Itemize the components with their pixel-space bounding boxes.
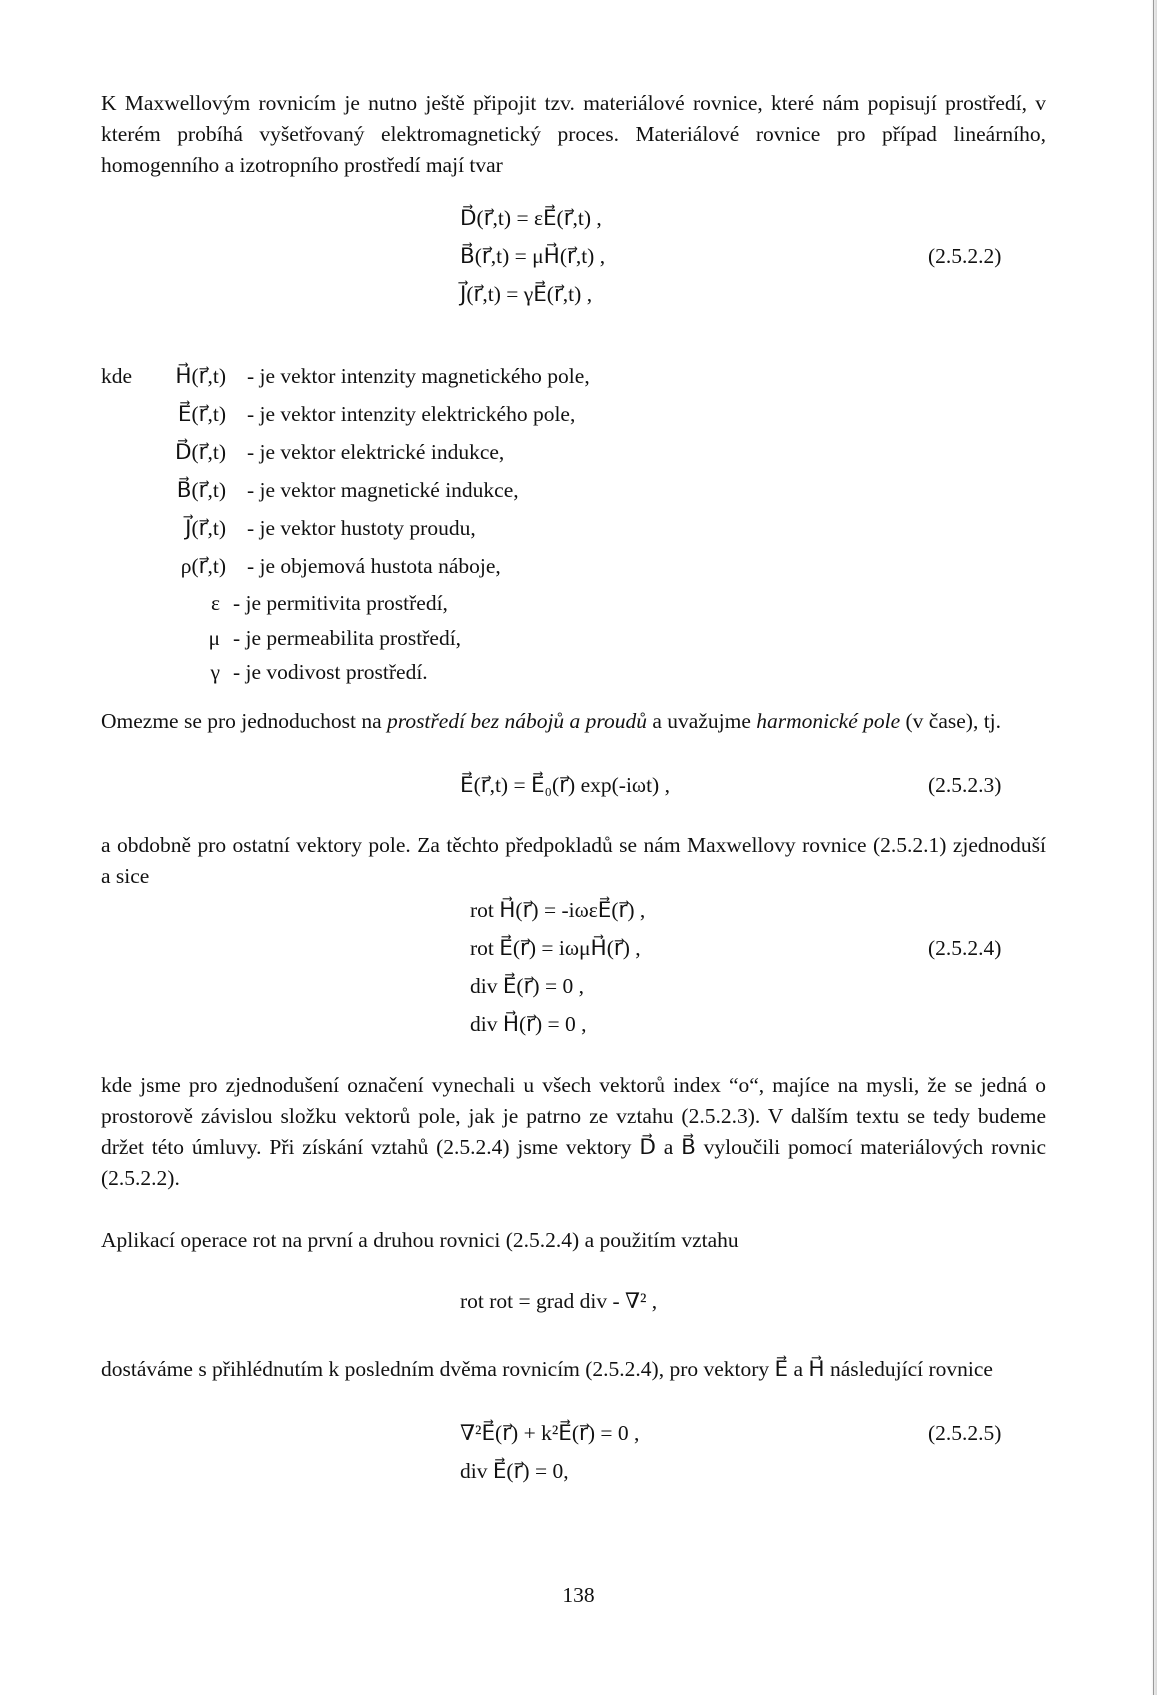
definition-symbol: B⃗(r⃗,t): [176, 478, 226, 502]
definition-symbol: ρ(r⃗,t): [180, 554, 226, 578]
definition-text: - je vektor magnetické indukce,: [247, 478, 519, 502]
italic-term: harmonické pole: [756, 709, 901, 733]
definition-symbol: μ: [208, 626, 220, 650]
equation-number-2-5-2-5: (2.5.2.5): [928, 1421, 1002, 1445]
definition-symbol: H⃗(r⃗,t): [175, 364, 226, 388]
definition-text: - je permitivita prostředí,: [233, 591, 448, 615]
page-number: 138: [562, 1583, 595, 1607]
paragraph-convention: kde jsme pro zjednodušení označení vynechali u všech vektorů index “o“, majíce na mysli, že se jedná o prostorově závislou složku vektorů pole, jak je patrno ze vztahu (2.5.2.3). V dalším textu se tedy budeme držet této úmluvy. Při získání vztahů (2.5.2.4) jsme vektory D⃗ a B⃗ vyloučili pomocí materiálových rovnic (2.5.2.2).: [101, 1073, 1046, 1190]
equation-j: J⃗(r⃗,t) = γE⃗(r⃗,t) ,: [460, 282, 593, 306]
text-run: a uvažujme: [647, 709, 757, 733]
equation-b: B⃗(r⃗,t) = μH⃗(r⃗,t) ,: [460, 244, 606, 268]
kde-label: kde: [101, 364, 133, 388]
paragraph-rot-operation: Aplikací operace rot na první a druhou rovnici (2.5.2.4) a použitím vztahu: [101, 1228, 739, 1252]
equation-d: D⃗(r⃗,t) = εE⃗(r⃗,t) ,: [460, 206, 602, 230]
paragraph-material-equations: K Maxwellovým rovnicím je nutno ještě připojit tzv. materiálové rovnice, které nám popisují prostředí, v kterém probíhá vyšetřovaný elektromagnetický proces. Materiálové rovnice pro případ lineárního, homogenního a izotropního prostředí mají tvar: [101, 91, 1046, 177]
definition-symbol: ε: [210, 591, 220, 615]
equation-rot-rot: rot rot = grad div - ∇² ,: [460, 1289, 658, 1313]
equation-helmholtz: ∇²E⃗(r⃗) + k²E⃗(r⃗) = 0 ,: [460, 1421, 640, 1445]
text-run: Omezme se pro jednoduchost na: [101, 709, 387, 733]
italic-term: prostředí bez nábojů a proudů: [387, 709, 647, 733]
definition-symbol: γ: [210, 660, 220, 684]
equation-number-2-5-2-4: (2.5.2.4): [928, 936, 1002, 960]
definition-text: - je objemová hustota náboje,: [247, 554, 501, 578]
definition-symbol: D⃗(r⃗,t): [174, 440, 226, 464]
equation-harmonic: E⃗(r⃗,t) = E⃗₀(r⃗) exp(-iωt) ,: [460, 773, 670, 797]
page-edge: [1151, 0, 1157, 1695]
definition-text: - je vodivost prostředí.: [233, 660, 428, 684]
equation-rot-e: rot E⃗(r⃗) = iωμH⃗(r⃗) ,: [470, 936, 641, 960]
definition-symbol: J⃗(r⃗,t): [185, 516, 226, 540]
text-run: (v čase), tj.: [900, 709, 1002, 733]
equation-div-e-final: div E⃗(r⃗) = 0,: [460, 1459, 569, 1483]
equation-div-e: div E⃗(r⃗) = 0 ,: [470, 974, 584, 998]
definition-symbol: E⃗(r⃗,t): [177, 402, 226, 426]
equation-number-2-5-2-2: (2.5.2.2): [928, 244, 1002, 268]
definition-text: - je vektor intenzity elektrického pole,: [247, 402, 576, 426]
definition-text: - je vektor hustoty proudu,: [247, 516, 476, 540]
equation-rot-h: rot H⃗(r⃗) = -iωεE⃗(r⃗) ,: [470, 898, 646, 922]
definition-text: - je vektor elektrické indukce,: [247, 440, 505, 464]
definition-text: - je permeabilita prostředí,: [233, 626, 462, 650]
equation-number-2-5-2-3: (2.5.2.3): [928, 773, 1002, 797]
paragraph-simplification: a obdobně pro ostatní vektory pole. Za těchto předpokladů se nám Maxwellovy rovnice (2.5.2.1) zjednoduší a sice: [101, 833, 1046, 888]
equation-div-h: div H⃗(r⃗) = 0 ,: [470, 1012, 587, 1036]
definition-text: - je vektor intenzity magnetického pole,: [247, 364, 590, 388]
paragraph-harmonic-field: [101, 706, 1046, 737]
paragraph-result: dostáváme s přihlédnutím k posledním dvěma rovnicím (2.5.2.4), pro vektory E⃗ a H⃗ následující rovnice: [101, 1357, 993, 1381]
